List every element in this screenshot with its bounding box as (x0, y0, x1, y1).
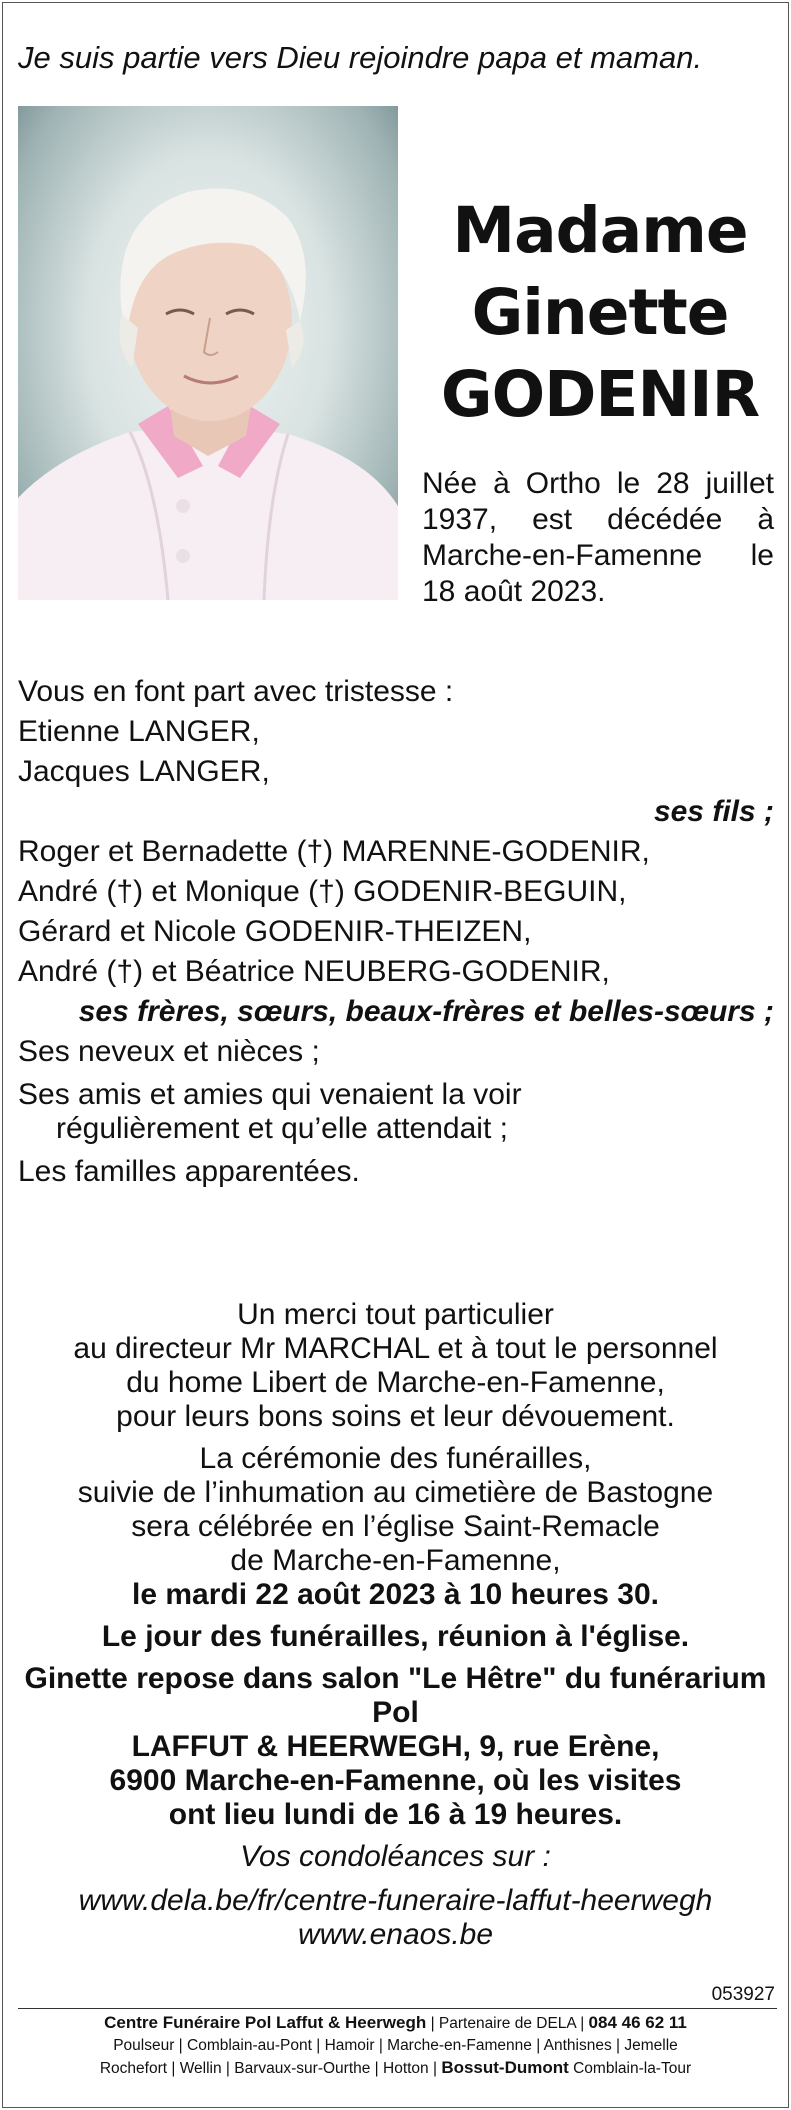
condolences-url-enaos[interactable]: www.enaos.be (297, 1918, 494, 1951)
ceremony-details (10, 1298, 781, 1952)
condolences-url-dela[interactable]: www.dela.be/fr/centre-funeraire-laffut-heerwegh (78, 1884, 713, 1917)
friends-line-continued: régulièrement et qu’elle attendait ; (56, 1112, 508, 1145)
portrait-illustration (18, 106, 398, 600)
title-first-name: Ginette (471, 276, 729, 349)
condolences-label: Vos condoléances sur : (240, 1840, 551, 1873)
ceremony-line: sera célébrée en l’église Saint-Remacle (131, 1510, 660, 1543)
sibling-couple: André (†) et Béatrice NEUBERG-GODENIR, (18, 955, 610, 988)
meeting-note: Le jour des funérailles, réunion à l'église. (101, 1620, 690, 1653)
thanks-line: pour leurs bons soins et leur dévouement. (116, 1400, 675, 1433)
ceremony-line: suivie de l’inhumation au cimetière de Bastogne (77, 1476, 714, 1509)
son-name: Jacques LANGER, (18, 755, 270, 788)
title-surname: GODENIR (440, 358, 760, 431)
visits-line: Ginette repose dans salon "Le Hêtre" du funérarium Pol (24, 1662, 767, 1729)
reference-number: 053927 (711, 1984, 775, 2005)
sons-label: ses fils ; (653, 795, 774, 828)
ceremony-date: le mardi 22 août 2023 à 10 heures 30. (132, 1578, 659, 1611)
siblings-label: ses frères, sœurs, beaux-frères et belles-sœurs ; (78, 995, 774, 1028)
bossut-dumont-label: Bossut-Dumont (441, 2058, 569, 2077)
comblain-la-tour-label: Comblain-la-Tour (573, 2060, 692, 2077)
funeral-home-phone[interactable]: 084 46 62 11 (588, 2013, 687, 2032)
locations-line-continued: Rochefort | Wellin | Barvaux-sur-Ourthe | Hotton | (99, 2060, 437, 2077)
nephews-line: Ses neveux et nièces ; (18, 1035, 320, 1068)
deceased-portrait-photo (18, 106, 398, 600)
sibling-couple: Roger et Bernadette (†) MARENNE-GODENIR, (18, 835, 650, 868)
ceremony-line: La cérémonie des funérailles, (199, 1442, 592, 1475)
visits-line: LAFFUT & HEERWEGH, 9, rue Erène, (131, 1730, 660, 1763)
thanks-line: Un merci tout particulier (237, 1298, 554, 1331)
thanks-line: du home Libert de Marche-en-Famenne, (126, 1366, 665, 1399)
announcement-intro: Vous en font part avec tristesse : (18, 675, 454, 708)
son-name: Etienne LANGER, (18, 715, 260, 748)
funeral-home-name: Centre Funéraire Pol Laffut & Heerwegh (104, 2013, 427, 2032)
birth-death-text: Née à Ortho le 28 juillet 1937, est décédée à Marche-en-Famenne le 18 août 2023. (422, 467, 774, 608)
locations-line: Poulseur | Comblain-au-Pont | Hamoir | Marche-en-Famenne | Anthisnes | Jemelle (113, 2037, 678, 2054)
visits-line: 6900 Marche-en-Famenne, où les visites (109, 1764, 682, 1797)
title-honorific: Madame (452, 194, 748, 267)
visits-line: ont lieu lundi de 16 à 19 heures. (168, 1798, 623, 1831)
partner-note: | Partenaire de DELA | (430, 2015, 585, 2032)
funeral-home-footer (12, 2012, 779, 2080)
footer-divider (18, 2008, 777, 2009)
deceased-name-title (420, 190, 780, 436)
ceremony-line: de Marche-en-Famenne, (230, 1544, 561, 1577)
family-announcement (18, 672, 778, 1192)
sibling-couple: Gérard et Nicole GODENIR-THEIZEN, (18, 915, 532, 948)
thanks-line: au directeur Mr MARCHAL et à tout le personnel (73, 1332, 718, 1365)
friends-line: Ses amis et amies qui venaient la voir (18, 1078, 522, 1111)
sibling-couple: André (†) et Monique (†) GODENIR-BEGUIN, (18, 875, 627, 908)
epigraph: Je suis partie vers Dieu rejoindre papa et maman. (18, 40, 703, 75)
families-line: Les familles apparentées. (18, 1155, 360, 1188)
